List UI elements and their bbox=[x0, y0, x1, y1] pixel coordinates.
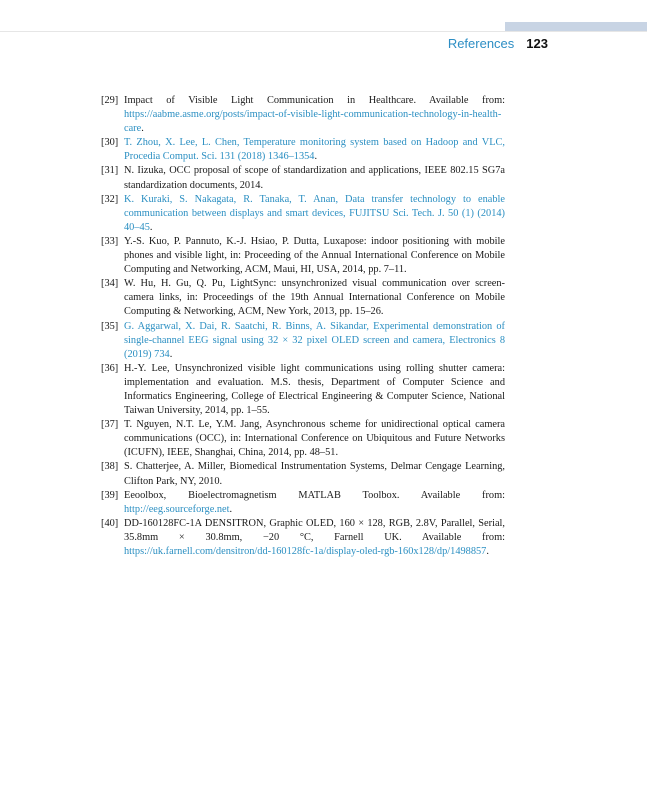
running-title: References bbox=[447, 36, 515, 51]
reference-text: Eeoolbox, Bioelectromagnetism MATLAB Toolbox. Available from: bbox=[124, 489, 505, 501]
reference-item bbox=[101, 362, 505, 418]
reference-number: [33] bbox=[101, 235, 119, 247]
reference-text: DD-160128FC-1A DENSITRON, Graphic OLED, 160 × 128, RGB, 2.8V, Parallel, Serial, 35.8mm × 30.8mm, −20 °C, Farnell UK. Available from: bbox=[124, 517, 505, 543]
reference-number: [31] bbox=[101, 165, 119, 177]
reference-item bbox=[101, 460, 505, 488]
reference-number: [30] bbox=[101, 137, 119, 149]
reference-number: [40] bbox=[101, 517, 119, 529]
reference-number: [37] bbox=[101, 419, 119, 431]
reference-number: [34] bbox=[101, 278, 119, 290]
reference-link[interactable]: T. Zhou, X. Lee, L. Chen, Temperature monitoring system based on Hadoop and VLC, Procedia Comput. Sci. 131 (2018) 1346–1354 bbox=[124, 137, 505, 163]
reference-text: Impact of Visible Light Communication in Healthcare. Available from: bbox=[124, 95, 505, 106]
reference-text: H.-Y. Lee, Unsynchronized visible light communications using rolling shutter camera: implementation and evaluation. M.S. thesis, Department of Computer Science and Informatics Engineering, College of Electrical Engineering & Computer Science, National Taiwan University, 2014, pp. 1–55. bbox=[124, 362, 505, 417]
reference-item bbox=[101, 136, 505, 164]
reference-text: . bbox=[141, 123, 144, 135]
reference-text: W. Hu, H. Gu, Q. Pu, LightSync: unsynchronized visual communication over screen-camera links, in: Proceedings of the 19th Annual International Conference on Mobile Computing & Networking, ACM, New York, 2013, pp. 15–26. bbox=[124, 278, 505, 318]
header-rule bbox=[0, 31, 647, 32]
reference-item bbox=[101, 489, 505, 517]
header-accent-bar bbox=[505, 22, 647, 31]
reference-item bbox=[101, 235, 505, 277]
reference-item bbox=[101, 277, 505, 319]
reference-number: [39] bbox=[101, 489, 119, 501]
running-head bbox=[0, 36, 548, 52]
reference-item bbox=[101, 320, 505, 362]
reference-text: Y.-S. Kuo, P. Pannuto, K.-J. Hsiao, P. Dutta, Luxapose: indoor positioning with mobile phones and visible light, in: Proceeding of the Annual International Conference on Mobile Computing and Networking, ACM, Maui, HI, USA, 2014, pp. 7–11. bbox=[124, 235, 505, 276]
reference-number: [36] bbox=[101, 362, 119, 374]
reference-item bbox=[101, 164, 505, 192]
reference-link[interactable]: http://eeg.sourceforge.net bbox=[124, 503, 230, 515]
page-number: 123 bbox=[526, 36, 548, 51]
reference-text: . bbox=[486, 546, 489, 557]
reference-item bbox=[101, 418, 505, 460]
reference-text: . bbox=[229, 503, 233, 515]
reference-link[interactable]: G. Aggarwal, X. Dai, R. Saatchi, R. Binns, A. Sikandar, Experimental demonstration of single-channel EEG signal using 32 × 32 pixel OLED screen and camera, Electronics 8 (2019) 734 bbox=[124, 320, 505, 360]
reference-link[interactable]: https://aabme.asme.org/posts/impact-of-visible-light-communication-technology-in-health-care bbox=[124, 109, 502, 135]
reference-text: . bbox=[149, 221, 153, 233]
reference-number: [38] bbox=[101, 461, 119, 473]
reference-text: . bbox=[314, 151, 318, 163]
reference-number: [35] bbox=[101, 320, 119, 332]
reference-item bbox=[101, 94, 505, 136]
reference-text: N. Iizuka, OCC proposal of scope of standardization and applications, IEEE 802.15 SG7a standardization documents, 2014. bbox=[124, 165, 505, 191]
reference-item bbox=[101, 193, 505, 235]
reference-number: [32] bbox=[101, 193, 119, 205]
reference-list bbox=[101, 94, 505, 559]
reference-item bbox=[101, 517, 505, 559]
reference-text: . bbox=[169, 348, 173, 360]
reference-number: [29] bbox=[101, 95, 119, 106]
reference-text: T. Nguyen, N.T. Le, Y.M. Jang, Asynchronous scheme for unidirectional optical camera communications (OCC), in: International Conference on Ubiquitous and Future Networks (ICUFN), IEEE, Shanghai, China, 2014, pp. 48–51. bbox=[124, 419, 505, 459]
reference-text: S. Chatterjee, A. Miller, Biomedical Instrumentation Systems, Delmar Cengage Learning, Clifton Park, NY, 2010. bbox=[124, 461, 505, 487]
reference-link[interactable]: K. Kuraki, S. Nakagata, R. Tanaka, T. Anan, Data transfer technology to enable communication between displays and smart devices, FUJITSU Sci. Tech. J. 50 (1) (2014) 40–45 bbox=[124, 193, 505, 233]
reference-link[interactable]: https://uk.farnell.com/densitron/dd-160128fc-1a/display-oled-rgb-160x128/dp/1498857 bbox=[124, 546, 487, 557]
